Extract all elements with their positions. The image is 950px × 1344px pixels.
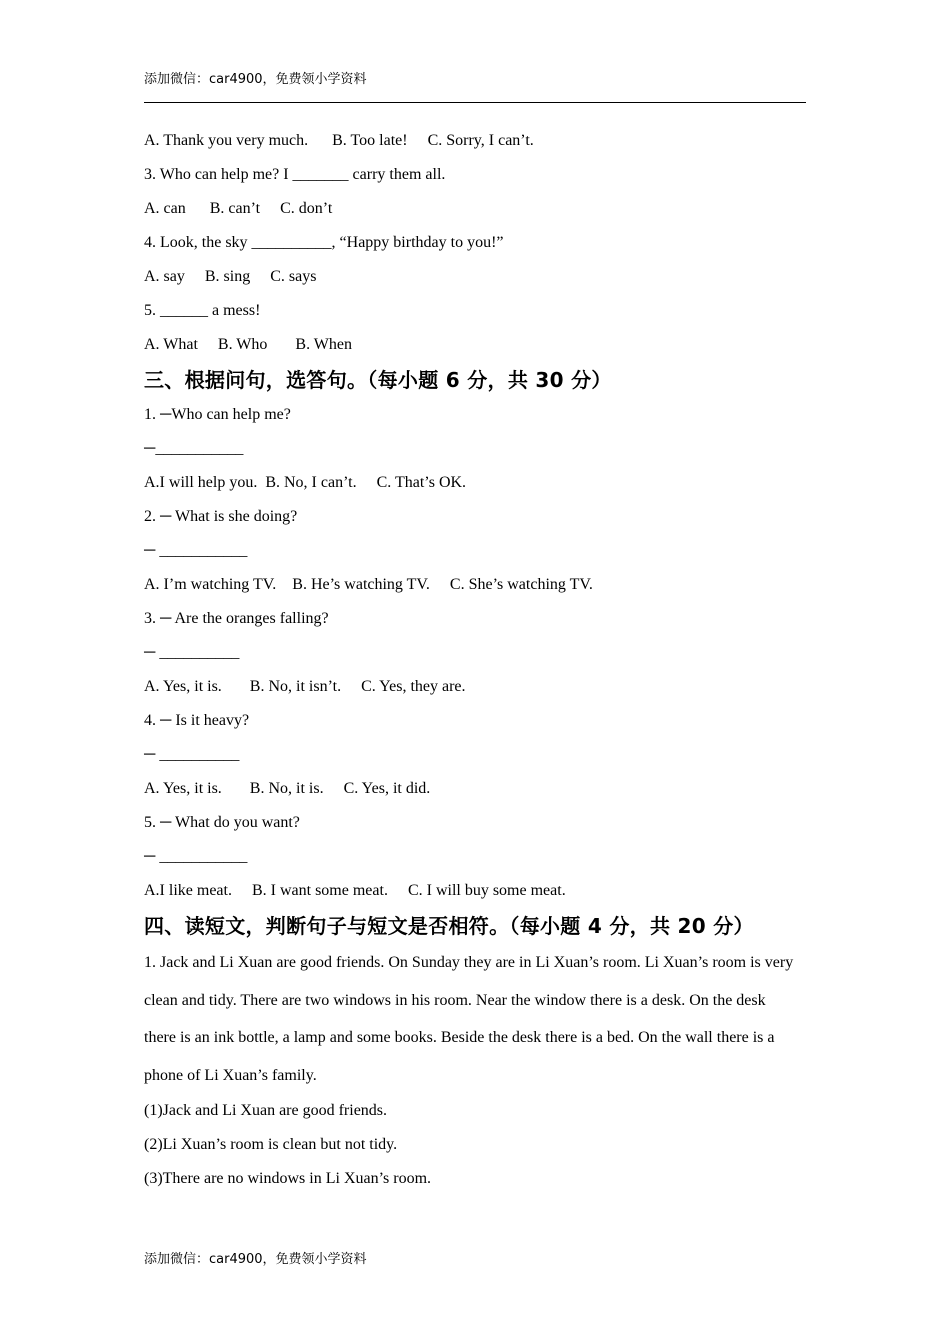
header-note: 添加微信：car4900，免费领小学资料 [144,72,367,87]
answer-options: A. Yes, it is. B. No, it is. C. Yes, it did. [144,780,431,797]
statement-line: (2)Li Xuan’s room is clean but not tidy. [144,1136,398,1153]
question-line: 3. ─ Are the oranges falling? [144,610,329,627]
section-heading: 四、读短文，判断句子与短文是否相符。（每小题 4 分，共 20 分） [144,914,754,938]
section-heading: 三、根据问句，选答句。（每小题 6 分，共 30 分） [144,368,612,392]
question-line: 2. ─ What is she doing? [144,508,298,525]
answer-blank: ─ ___________ [144,542,248,559]
question-line: 4. ─ Is it heavy? [144,712,250,729]
answer-options: A.I like meat. B. I want some meat. C. I will buy some meat. [144,882,566,899]
answer-blank: ─___________ [144,440,244,457]
answer-options: A. I’m watching TV. B. He’s watching TV. C. She’s watching TV. [144,576,593,593]
footer-note: 添加微信：car4900，免费领小学资料 [144,1252,367,1267]
question-line: 5. ______ a mess! [144,302,261,319]
answer-options: A. What B. Who B. When [144,336,352,353]
reading-passage: 1. Jack and Li Xuan are good friends. On Sunday they are in Li Xuan’s room. Li Xuan’s room is very clean and tidy. There are two windows in his room. Near the window there is a desk. On the desk there is an ink bottle, a lamp and some books. Beside the desk there is a bed. On the wall there is a phone of Li Xuan’s family. [144,954,794,1084]
question-line: 4. Look, the sky __________, “Happy birthday to you!” [144,234,504,251]
answer-options: A. Yes, it is. B. No, it isn’t. C. Yes, they are. [144,678,466,695]
answer-options: A. Thank you very much. B. Too late! C. Sorry, I can’t. [144,132,534,149]
header-divider [144,102,806,103]
statement-line: (1)Jack and Li Xuan are good friends. [144,1102,388,1119]
answer-options: A.I will help you. B. No, I can’t. C. That’s OK. [144,474,467,491]
question-line: 3. Who can help me? I _______ carry them all. [144,166,446,183]
section-4 [144,908,814,1196]
answer-blank: ─ ___________ [144,848,248,865]
answer-options: A. say B. sing C. says [144,268,317,285]
answer-blank: ─ __________ [144,644,240,661]
section-2-tail [144,124,814,362]
answer-options: A. can B. can’t C. don’t [144,200,333,217]
page-content [144,124,814,1196]
statement-line: (3)There are no windows in Li Xuan’s room. [144,1170,432,1187]
question-line: 1. ─Who can help me? [144,406,291,423]
question-line: 5. ─ What do you want? [144,814,300,831]
section-3 [144,362,814,908]
answer-blank: ─ __________ [144,746,240,763]
